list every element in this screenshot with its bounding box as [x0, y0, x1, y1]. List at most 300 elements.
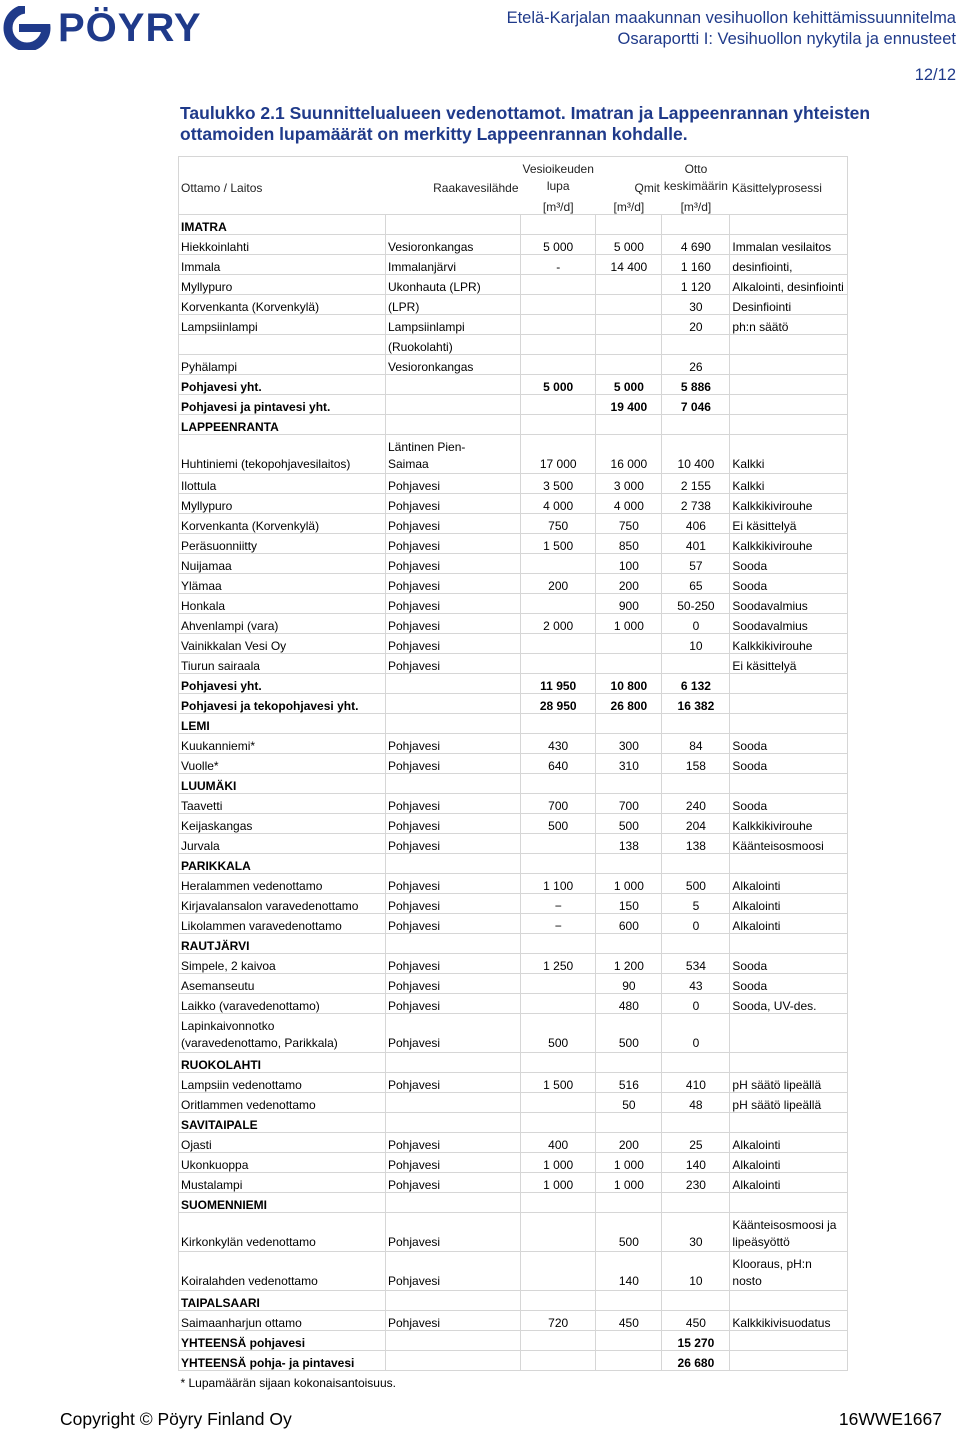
- table-row: [179, 954, 848, 974]
- table-cell: 4 000: [521, 494, 596, 514]
- table-cell: 600: [596, 914, 662, 934]
- table-cell: [521, 295, 596, 315]
- table-cell: 204: [662, 814, 730, 834]
- table-row: [179, 574, 848, 594]
- table-cell: Pohjavesi: [386, 554, 521, 574]
- table-cell: [386, 934, 521, 954]
- table-row: [179, 894, 848, 914]
- table-row: [179, 654, 848, 674]
- table-cell: 1 000: [596, 874, 662, 894]
- table-row: [179, 1093, 848, 1113]
- table-cell: 450: [596, 1311, 662, 1331]
- table-cell: 11 950: [521, 674, 596, 694]
- total-row: [179, 1351, 848, 1371]
- table-cell: 0: [662, 1014, 730, 1053]
- table-cell: Pohjavesi: [386, 1153, 521, 1173]
- table-cell: Kirkonkylän vedenottamo: [179, 1213, 386, 1252]
- table-header-row: [179, 157, 848, 196]
- table-cell: Pohjavesi: [386, 1073, 521, 1093]
- table-row: [179, 1133, 848, 1153]
- table-cell: Pohjavesi: [386, 834, 521, 854]
- table-cell: Pohjavesi: [386, 974, 521, 994]
- table-cell: Pohjavesi: [386, 754, 521, 774]
- table-cell: -: [521, 255, 596, 275]
- table-cell: Desinfiointi: [730, 295, 848, 315]
- table-cell: [730, 355, 848, 375]
- table-cell: 1 000: [521, 1153, 596, 1173]
- table-cell: 1 000: [521, 1173, 596, 1193]
- table-cell: Pohjavesi: [386, 954, 521, 974]
- table-cell: [596, 275, 662, 295]
- table-cell: 750: [521, 514, 596, 534]
- total-row: [179, 694, 848, 714]
- table-cell: 4 000: [596, 494, 662, 514]
- section-row: [179, 1291, 848, 1311]
- table-cell: 6 132: [662, 674, 730, 694]
- table-cell: [521, 1113, 596, 1133]
- table-cell: 10: [662, 634, 730, 654]
- table-cell: 28 950: [521, 694, 596, 714]
- table-cell: Sooda: [730, 574, 848, 594]
- table-cell: Ylämaa: [179, 574, 386, 594]
- header-top-text: Vesioikeuden: [522, 162, 594, 176]
- table-cell: Pohjavesi: [386, 734, 521, 754]
- table-cell: [730, 714, 848, 734]
- table-cell: 480: [596, 994, 662, 1014]
- table-cell: (LPR): [386, 295, 521, 315]
- table-cell: Pohjavesi: [386, 1213, 521, 1252]
- units-cell: [386, 195, 521, 215]
- table-cell: 2 738: [662, 494, 730, 514]
- table-row: [179, 974, 848, 994]
- table-cell: [521, 854, 596, 874]
- table-cell: [596, 215, 662, 235]
- table-cell: [596, 774, 662, 794]
- table-cell: 43: [662, 974, 730, 994]
- units-cell: [m³/d]: [613, 200, 645, 214]
- table-cell: 1 250: [521, 954, 596, 974]
- total-row: [179, 1331, 848, 1351]
- table-cell: 57: [662, 554, 730, 574]
- table-cell: [386, 215, 521, 235]
- table-cell: [596, 1291, 662, 1311]
- table-cell: 30: [662, 1213, 730, 1252]
- table-cell: 500: [521, 1014, 596, 1053]
- table-cell: RUOKOLAHTI: [179, 1053, 386, 1073]
- table-cell: Pohjavesi: [386, 894, 521, 914]
- table-row: [179, 1073, 848, 1093]
- table-cell: Kalkkikivirouhe: [730, 814, 848, 834]
- table-cell: 516: [596, 1073, 662, 1093]
- table-cell: [386, 1331, 521, 1351]
- units-cell: [730, 195, 848, 215]
- table-cell: 10: [662, 1252, 730, 1291]
- table-cell: [662, 415, 730, 435]
- table-cell: 30: [662, 295, 730, 315]
- table-cell: 401: [662, 534, 730, 554]
- table-cell: pH säätö lipeällä: [730, 1073, 848, 1093]
- table-cell: [730, 1053, 848, 1073]
- table-cell: 140: [662, 1153, 730, 1173]
- table-cell: Kirjavalansalon varavedenottamo: [179, 894, 386, 914]
- table-row: [179, 734, 848, 754]
- table-cell: [521, 1193, 596, 1213]
- table-cell: [521, 714, 596, 734]
- table-cell: Pohjavesi yht.: [179, 375, 386, 395]
- table-row: [179, 315, 848, 335]
- table-cell: Kalkkikivirouhe: [730, 534, 848, 554]
- table-cell: 850: [596, 534, 662, 554]
- table-cell: 500: [596, 1213, 662, 1252]
- document-header: [507, 8, 956, 50]
- table-cell: 500: [596, 814, 662, 834]
- header-cell: Käsittelyprosessi: [730, 157, 848, 196]
- table-cell: 534: [662, 954, 730, 974]
- table-cell: [521, 1291, 596, 1311]
- section-row: [179, 1193, 848, 1213]
- table-cell: 48: [662, 1093, 730, 1113]
- table-cell: Pohjavesi: [386, 614, 521, 634]
- section-row: [179, 854, 848, 874]
- table-cell: Pohjavesi: [386, 574, 521, 594]
- table-cell: Asemanseutu: [179, 974, 386, 994]
- table-cell: Huhtiniemi (tekopohjavesilaitos): [179, 435, 386, 474]
- table-row: [179, 814, 848, 834]
- table-cell: Pohjavesi: [386, 794, 521, 814]
- table-cell: Lampsiinlampi: [179, 315, 386, 335]
- table-cell: [730, 674, 848, 694]
- table-cell: Klooraus, pH:n nosto: [730, 1252, 848, 1291]
- table-row: [179, 594, 848, 614]
- table-cell: [386, 774, 521, 794]
- table-cell: 0: [662, 614, 730, 634]
- table-cell: 140: [596, 1252, 662, 1291]
- table-cell: 1 000: [596, 1153, 662, 1173]
- table-cell: [521, 654, 596, 674]
- table-row: [179, 1153, 848, 1173]
- table-cell: pH säätö lipeällä: [730, 1093, 848, 1113]
- table-cell: [521, 415, 596, 435]
- table-cell: Sooda: [730, 734, 848, 754]
- table-cell: Koiralahden vedenottamo: [179, 1252, 386, 1291]
- table-cell: Sooda: [730, 554, 848, 574]
- table-units-row: [179, 195, 848, 215]
- table-cell: Läntinen Pien- Saimaa: [386, 435, 521, 474]
- table-cell: Myllypuro: [179, 275, 386, 295]
- table-cell: Pohjavesi: [386, 1252, 521, 1291]
- table-cell: Honkala: [179, 594, 386, 614]
- table-cell: YHTEENSÄ pohjavesi: [179, 1331, 386, 1351]
- table-cell: Keijaskangas: [179, 814, 386, 834]
- table-cell: [730, 934, 848, 954]
- table-cell: Kalkki: [730, 435, 848, 474]
- table-row: [179, 295, 848, 315]
- table-cell: Alkalointi: [730, 874, 848, 894]
- table-cell: Alkalointi: [730, 894, 848, 914]
- table-cell: [596, 654, 662, 674]
- table-cell: 500: [662, 874, 730, 894]
- table-cell: [730, 1351, 848, 1371]
- table-cell: Korvenkanta (Korvenkylä): [179, 295, 386, 315]
- table-cell: 400: [521, 1133, 596, 1153]
- table-cell: 138: [596, 834, 662, 854]
- table-cell: 500: [596, 1014, 662, 1053]
- table-cell: Myllypuro: [179, 494, 386, 514]
- table-row: [179, 355, 848, 375]
- table-cell: [521, 994, 596, 1014]
- table-cell: Mustalampi: [179, 1173, 386, 1193]
- table-cell: 84: [662, 734, 730, 754]
- table-cell: Kalkkikivirouhe: [730, 634, 848, 654]
- table-cell: [596, 854, 662, 874]
- water-intake-table: [178, 156, 848, 1390]
- table-cell: 1 160: [662, 255, 730, 275]
- table-cell: [662, 774, 730, 794]
- table-cell: Pohjavesi: [386, 994, 521, 1014]
- table-cell: [596, 335, 662, 355]
- table-cell: Sooda, UV-des.: [730, 994, 848, 1014]
- table-cell: 16 382: [662, 694, 730, 714]
- table-cell: [179, 335, 386, 355]
- header-cell: Qmit: [596, 157, 662, 196]
- brand-name: PÖYRY: [58, 6, 202, 50]
- total-row: [179, 674, 848, 694]
- table-cell: 230: [662, 1173, 730, 1193]
- table-cell: Pohjavesi: [386, 634, 521, 654]
- header-cell: [662, 157, 730, 196]
- table-cell: [730, 215, 848, 235]
- table-cell: Lampsiin vedenottamo: [179, 1073, 386, 1093]
- table-cell: [521, 554, 596, 574]
- header-cell: Ottamo / Laitos: [179, 157, 386, 196]
- table-cell: Likolammen varavedenottamo: [179, 914, 386, 934]
- footer-copyright: Copyright © Pöyry Finland Oy: [60, 1409, 292, 1429]
- table-cell: 750: [596, 514, 662, 534]
- table-row: [179, 874, 848, 894]
- table-row: [179, 994, 848, 1014]
- table-cell: [521, 355, 596, 375]
- table-cell: 26 800: [596, 694, 662, 714]
- table-cell: [662, 335, 730, 355]
- table-cell: [596, 355, 662, 375]
- table-row: [179, 834, 848, 854]
- table-cell: [662, 215, 730, 235]
- table-cell: Korvenkanta (Korvenkylä): [179, 514, 386, 534]
- table-cell: Pyhälampi: [179, 355, 386, 375]
- table-cell: 200: [521, 574, 596, 594]
- table-row: [179, 534, 848, 554]
- header-line-2: Osaraportti I: Vesihuollon nykytila ja ennusteet: [617, 30, 956, 48]
- table-cell: 640: [521, 754, 596, 774]
- table-cell: [730, 854, 848, 874]
- table-cell: Alkalointi: [730, 1133, 848, 1153]
- table-cell: Vesioronkangas: [386, 235, 521, 255]
- table-cell: 0: [662, 914, 730, 934]
- table-cell: YHTEENSÄ pohja- ja pintavesi: [179, 1351, 386, 1371]
- table-cell: Hiekkoinlahti: [179, 235, 386, 255]
- table-cell: Pohjavesi: [386, 534, 521, 554]
- table-cell: Pohjavesi: [386, 494, 521, 514]
- table-cell: Pohjavesi: [386, 474, 521, 494]
- table-cell: 2 155: [662, 474, 730, 494]
- table-cell: 5: [662, 894, 730, 914]
- table-cell: 1 000: [596, 614, 662, 634]
- table-cell: IMATRA: [179, 215, 386, 235]
- table-cell: [662, 654, 730, 674]
- header-bottom-text: lupa: [546, 179, 570, 193]
- table-cell: Pohjavesi ja tekopohjavesi yht.: [179, 694, 386, 714]
- table-cell: Heralammen vedenottamo: [179, 874, 386, 894]
- table-cell: Oritlammen vedenottamo: [179, 1093, 386, 1113]
- table-cell: LEMI: [179, 714, 386, 734]
- table-cell: Nuijamaa: [179, 554, 386, 574]
- table-cell: TAIPALSAARI: [179, 1291, 386, 1311]
- table-cell: [596, 415, 662, 435]
- table-cell: 430: [521, 734, 596, 754]
- table-cell: Ukonhauta (LPR): [386, 275, 521, 295]
- table-cell: 20: [662, 315, 730, 335]
- table-row: [179, 1213, 848, 1252]
- table-cell: Käänteisosmoosi ja lipeäsyöttö: [730, 1213, 848, 1252]
- table-cell: LAPPEENRANTA: [179, 415, 386, 435]
- table-cell: Pohjavesi: [386, 814, 521, 834]
- table-cell: 25: [662, 1133, 730, 1153]
- section-row: [179, 774, 848, 794]
- table-cell: Pohjavesi yht.: [179, 674, 386, 694]
- units-cell: [m³/d]: [680, 200, 712, 214]
- table-cell: Käänteisosmoosi: [730, 834, 848, 854]
- header-line-1: Etelä-Karjalan maakunnan vesihuollon kehittämissuunnitelma: [506, 9, 956, 27]
- table-row: [179, 614, 848, 634]
- table-cell: 0: [662, 994, 730, 1014]
- table-cell: Simpele, 2 kaivoa: [179, 954, 386, 974]
- table-cell: 450: [662, 1311, 730, 1331]
- table-cell: [386, 375, 521, 395]
- table-cell: [596, 295, 662, 315]
- table-cell: Pohjavesi: [386, 914, 521, 934]
- section-row: [179, 1113, 848, 1133]
- table-cell: [596, 1351, 662, 1371]
- table-cell: −: [521, 914, 596, 934]
- table-row: [179, 554, 848, 574]
- poyry-logo: [2, 6, 202, 50]
- table-cell: Ojasti: [179, 1133, 386, 1153]
- section-row: [179, 714, 848, 734]
- table-cell: [662, 934, 730, 954]
- table-cell: [521, 275, 596, 295]
- table-cell: [730, 1113, 848, 1133]
- table-cell: 200: [596, 574, 662, 594]
- table-cell: [521, 1331, 596, 1351]
- table-cell: desinfiointi,: [730, 255, 848, 275]
- table-cell: [596, 1193, 662, 1213]
- section-row: [179, 415, 848, 435]
- table-cell: ph:n säätö: [730, 315, 848, 335]
- table-cell: 150: [596, 894, 662, 914]
- page-number: 12/12: [914, 66, 956, 84]
- table-cell: [521, 634, 596, 654]
- table-row: [179, 914, 848, 934]
- table-cell: [386, 674, 521, 694]
- table-cell: Soodavalmius: [730, 614, 848, 634]
- table-cell: 300: [596, 734, 662, 754]
- table-cell: 90: [596, 974, 662, 994]
- table-row: [179, 494, 848, 514]
- table-cell: Vuolle*: [179, 754, 386, 774]
- table-cell: 5 000: [596, 235, 662, 255]
- table-cell: Alkalointi: [730, 1153, 848, 1173]
- table-cell: [730, 1291, 848, 1311]
- table-cell: 5 000: [521, 235, 596, 255]
- table-cell: Sooda: [730, 974, 848, 994]
- table-cell: 17 000: [521, 435, 596, 474]
- table-cell: 26 680: [662, 1351, 730, 1371]
- table-cell: Alkalointi, desinfiointi: [730, 275, 848, 295]
- table-cell: [662, 1193, 730, 1213]
- table-cell: [521, 934, 596, 954]
- table-cell: Pohjavesi: [386, 1311, 521, 1331]
- table-cell: [662, 714, 730, 734]
- table-cell: 158: [662, 754, 730, 774]
- table-cell: Ei käsittelyä: [730, 654, 848, 674]
- table-cell: Lapinkaivonnotko (varavedenottamo, Parikkala): [179, 1014, 386, 1053]
- table-cell: SAVITAIPALE: [179, 1113, 386, 1133]
- table-cell: SUOMENNIEMI: [179, 1193, 386, 1213]
- table-cell: 10 400: [662, 435, 730, 474]
- table-cell: Immalan vesilaitos: [730, 235, 848, 255]
- table-cell: [386, 395, 521, 415]
- table-cell: [662, 1291, 730, 1311]
- table-cell: Lampsiinlampi: [386, 315, 521, 335]
- table-cell: Kalkkikivirouhe: [730, 494, 848, 514]
- table-cell: [521, 215, 596, 235]
- table-row: [179, 275, 848, 295]
- table-row: [179, 514, 848, 534]
- table-cell: [386, 714, 521, 734]
- table-cell: Immala: [179, 255, 386, 275]
- table-cell: 26: [662, 355, 730, 375]
- table-cell: 14 400: [596, 255, 662, 275]
- table-cell: 1 200: [596, 954, 662, 974]
- table-cell: Kalkki: [730, 474, 848, 494]
- table-cell: 310: [596, 754, 662, 774]
- table-cell: [521, 594, 596, 614]
- table-cell: 3 000: [596, 474, 662, 494]
- header-top-text: Otto: [684, 162, 708, 176]
- table-row: [179, 1014, 848, 1053]
- table-cell: [521, 1351, 596, 1371]
- table-cell: 138: [662, 834, 730, 854]
- header-cell: Raakavesilähde: [386, 157, 521, 196]
- table-cell: LUUMÄKI: [179, 774, 386, 794]
- table-cell: Kalkkikivisuodatus: [730, 1311, 848, 1331]
- table-cell: [386, 1291, 521, 1311]
- table-cell: [521, 395, 596, 415]
- table-cell: 410: [662, 1073, 730, 1093]
- table-row: [179, 754, 848, 774]
- table-cell: [386, 694, 521, 714]
- table-cell: Sooda: [730, 954, 848, 974]
- table-cell: 19 400: [596, 395, 662, 415]
- table-cell: 15 270: [662, 1331, 730, 1351]
- table-cell: [521, 774, 596, 794]
- table-cell: 7 046: [662, 395, 730, 415]
- table-cell: Soodavalmius: [730, 594, 848, 614]
- table-cell: Pohjavesi: [386, 874, 521, 894]
- table-cell: RAUTJÄRVI: [179, 934, 386, 954]
- table-row: [179, 335, 848, 355]
- table-cell: −: [521, 894, 596, 914]
